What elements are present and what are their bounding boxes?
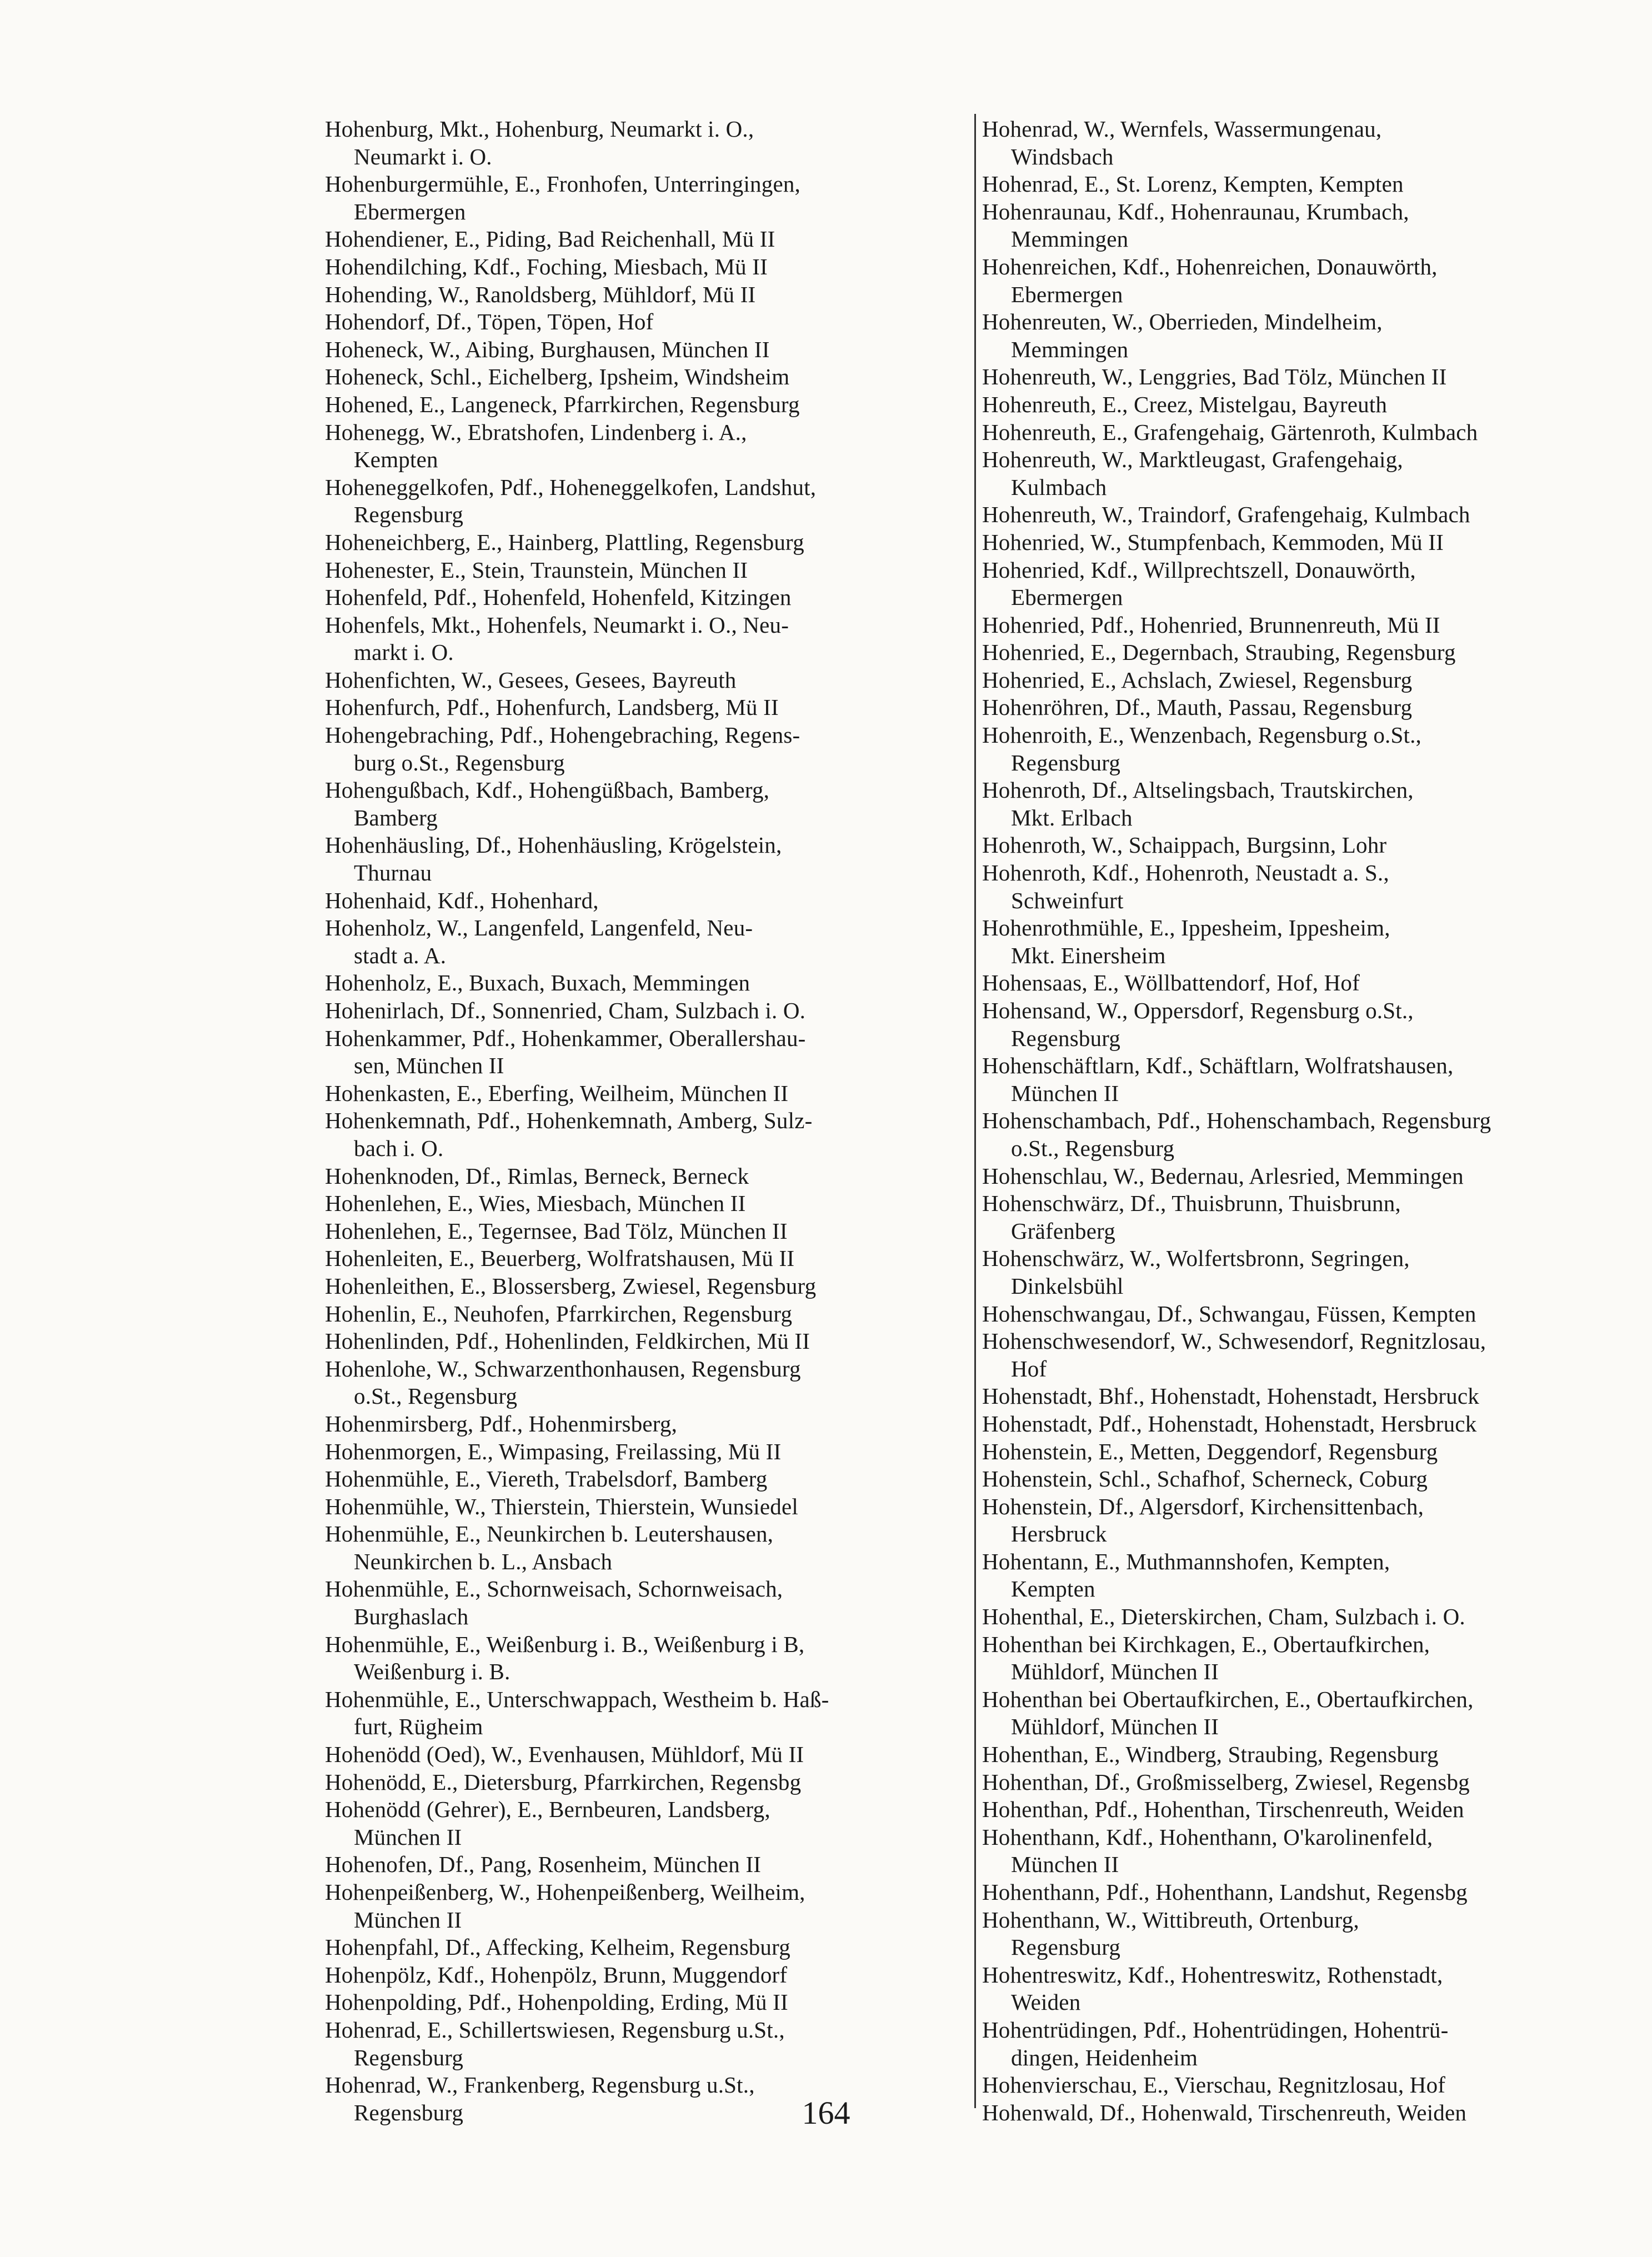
entry-line: Hohenvierschau, E., Vierschau, Regnitzlosau, Hof — [982, 2072, 1446, 2098]
entry-line: Hohenthann, Pdf., Hohenthann, Landshut, Regensbg — [982, 1879, 1468, 1905]
entry-continuation-line: Dinkelsbühl — [1011, 1273, 1124, 1299]
entry-line: Hohenfurch, Pdf., Hohenfurch, Landsberg, Mü II — [325, 694, 779, 720]
entry-line: Hohenmühle, E., Viereth, Trabelsdorf, Bamberg — [325, 1466, 768, 1492]
entry-line: Hohenmühle, W., Thierstein, Thierstein, Wunsiedel — [325, 1493, 798, 1519]
entry-line: Hohenried, Kdf., Willprechtszell, Donauwörth, — [982, 557, 1416, 583]
entry-continuation-line: Mkt. Einersheim — [1011, 942, 1166, 968]
entry-line: Hoheneggelkofen, Pdf., Hoheneggelkofen, Landshut, — [325, 474, 817, 500]
entry-line: Hohengebraching, Pdf., Hohengebraching, Regens- — [325, 722, 800, 748]
gazetteer-entry — [982, 1300, 1626, 1328]
entry-line: Hohentrüdingen, Pdf., Hohentrüdingen, Hohentrü- — [982, 2016, 1449, 2043]
entry-line: Hohenkammer, Pdf., Hohenkammer, Oberallershau- — [325, 1025, 806, 1051]
entry-line: Hohensand, W., Oppersdorf, Regensburg o.St., — [982, 998, 1414, 1023]
gazetteer-entry — [325, 1575, 969, 1630]
entry-line: Hohenknoden, Df., Rimlas, Berneck, Berneck — [325, 1163, 749, 1189]
gazetteer-entry — [325, 1631, 969, 1686]
gazetteer-entry — [982, 639, 1626, 667]
entry-line: Hohenreuten, W., Oberrieden, Mindelheim, — [982, 309, 1383, 335]
gazetteer-entry — [325, 694, 969, 722]
gazetteer-entry — [325, 1410, 969, 1438]
entry-line: Hohenreuth, W., Marktleugast, Grafengehaig, — [982, 447, 1403, 473]
entry-line: Hohenthan, Df., Großmisselberg, Zwiesel, Regensbg — [982, 1769, 1470, 1795]
gazetteer-entry — [325, 419, 969, 474]
gazetteer-entry — [325, 253, 969, 281]
entry-line: Hohenroth, W., Schaippach, Burgsinn, Lohr — [982, 832, 1387, 858]
gazetteer-entry — [982, 969, 1626, 997]
entry-line: Hohenrad, W., Wernfels, Wassermungenau, — [982, 116, 1382, 142]
gazetteer-entry — [982, 1328, 1626, 1383]
entry-continuation-line: o.St., Regensburg — [354, 1383, 518, 1409]
gazetteer-entry — [325, 1355, 969, 1410]
entry-line: Hohenlinden, Pdf., Hohenlinden, Feldkirchen, Mü II — [325, 1328, 810, 1354]
gazetteer-entry — [982, 1383, 1626, 1410]
entry-line: Hohenofen, Df., Pang, Rosenheim, München II — [325, 1851, 762, 1878]
entry-line: Hohenreichen, Kdf., Hohenreichen, Donauwörth, — [982, 253, 1438, 279]
gazetteer-entry — [982, 694, 1626, 722]
entry-line: Hohenpeißenberg, W., Hohenpeißenberg, Weilheim, — [325, 1879, 805, 1905]
gazetteer-entry — [982, 777, 1626, 832]
entry-continuation-line: München II — [354, 1824, 462, 1850]
gazetteer-entry — [982, 1438, 1626, 1466]
gazetteer-entry — [982, 363, 1626, 391]
entry-line: Hohenstadt, Pdf., Hohenstadt, Hohenstadt, Hersbruck — [982, 1410, 1477, 1437]
gazetteer-entry — [325, 1328, 969, 1355]
entry-line: Hohenroth, Kdf., Hohenroth, Neustadt a. S., — [982, 860, 1389, 886]
gazetteer-entry — [325, 584, 969, 612]
entry-continuation-line: Memmingen — [1011, 226, 1129, 252]
entry-line: Hohenrad, W., Frankenberg, Regensburg u.St., — [325, 2072, 755, 2098]
entry-line: Hohenreuth, W., Traindorf, Grafengehaig, Kulmbach — [982, 502, 1470, 528]
gazetteer-entry — [325, 914, 969, 969]
gazetteer-entry — [325, 1686, 969, 1741]
gazetteer-entry — [982, 1906, 1626, 1961]
gazetteer-entry — [982, 832, 1626, 859]
entry-line: Hohenlin, E., Neuhofen, Pfarrkirchen, Regensburg — [325, 1300, 793, 1327]
entry-line: Hohenfeld, Pdf., Hohenfeld, Hohenfeld, Kitzingen — [325, 584, 792, 610]
gazetteer-entry — [982, 198, 1626, 253]
entry-line: Hohenraunau, Kdf., Hohenraunau, Krumbach, — [982, 198, 1409, 224]
entry-continuation-line: München II — [354, 1906, 462, 1933]
entry-line: Hohenhaid, Kdf., Hohenhard, — [325, 887, 599, 913]
entry-continuation-line: Kempten — [354, 447, 438, 473]
gazetteer-entry — [325, 1879, 969, 1934]
entry-line: Hohenthan, E., Windberg, Straubing, Regensburg — [982, 1741, 1439, 1768]
entry-line: Hohenmorgen, E., Wimpasing, Freilassing, Mü II — [325, 1438, 782, 1464]
entry-line: Hohenstein, Df., Algersdorf, Kirchensittenbach, — [982, 1493, 1424, 1519]
entry-continuation-line: sen, München II — [354, 1053, 504, 1079]
entry-line: Hohenreuth, E., Grafengehaig, Gärtenroth, Kulmbach — [982, 419, 1478, 445]
entry-continuation-line: Memmingen — [1011, 336, 1129, 362]
entry-line: Hohenmühle, E., Unterschwappach, Westheim b. Haß- — [325, 1686, 829, 1712]
entry-line: Hohenmühle, E., Schornweisach, Schornweisach, — [325, 1576, 783, 1602]
entry-continuation-line: Mühldorf, München II — [1011, 1714, 1219, 1740]
entry-line: Hohenödd (Gehrer), E., Bernbeuren, Landsberg, — [325, 1796, 770, 1823]
gazetteer-entry — [325, 1741, 969, 1769]
entry-line: Hohenschambach, Pdf., Hohenschambach, Regensburg — [982, 1108, 1491, 1134]
entry-line: Hohenmühle, E., Weißenburg i. B., Weißenburg i B, — [325, 1631, 805, 1657]
gazetteer-entry — [982, 1741, 1626, 1769]
gazetteer-entry — [325, 529, 969, 557]
entry-line: Hohened, E., Langeneck, Pfarrkirchen, Regensburg — [325, 391, 800, 417]
entry-line: Hohenroth, Df., Altselingsbach, Trautskirchen, — [982, 777, 1414, 803]
entry-line: Hoheneck, W., Aibing, Burghausen, München II — [325, 336, 770, 362]
entry-line: Hohenstein, Schl., Schafhof, Scherneck, Coburg — [982, 1466, 1428, 1492]
entry-line: Hohenleithen, E., Blossersberg, Zwiesel, Regensburg — [325, 1273, 817, 1299]
gazetteer-entry — [325, 226, 969, 253]
entry-continuation-line: München II — [1011, 1851, 1119, 1878]
entry-continuation-line: burg o.St., Regensburg — [354, 749, 565, 775]
gazetteer-entry — [325, 722, 969, 777]
entry-line: Hohenödd (Oed), W., Evenhausen, Mühldorf, Mü II — [325, 1741, 804, 1768]
gazetteer-entry — [325, 1769, 969, 1796]
gazetteer-entry — [325, 1025, 969, 1080]
entry-line: Hohenburgermühle, E., Fronhofen, Unterringingen, — [325, 171, 800, 197]
gazetteer-entry — [325, 391, 969, 419]
gazetteer-entry — [982, 308, 1626, 363]
gazetteer-entry — [325, 1493, 969, 1521]
gazetteer-entry — [325, 1989, 969, 2016]
gazetteer-entry — [325, 281, 969, 309]
entry-continuation-line: Windsbach — [1011, 143, 1114, 169]
gazetteer-entry — [325, 777, 969, 832]
entry-continuation-line: Regensburg — [354, 502, 464, 528]
gazetteer-entry — [325, 1273, 969, 1300]
gazetteer-entry — [982, 171, 1626, 198]
entry-continuation-line: furt, Rügheim — [354, 1714, 483, 1740]
entry-continuation-line: Regensburg — [1011, 1025, 1121, 1051]
entry-line: Hohenthann, W., Wittibreuth, Ortenburg, — [982, 1906, 1359, 1933]
gazetteer-entry — [325, 997, 969, 1025]
gazetteer-entry — [982, 1465, 1626, 1493]
left-column — [325, 116, 969, 2126]
entry-continuation-line: markt i. O. — [354, 639, 454, 665]
entry-line: Hohenfels, Mkt., Hohenfels, Neumarkt i. O., Neu- — [325, 612, 789, 638]
gazetteer-entry — [982, 253, 1626, 308]
gazetteer-entry — [982, 1686, 1626, 1741]
gazetteer-entry — [982, 1824, 1626, 1879]
entry-line: Hohenirlach, Df., Sonnenried, Cham, Sulzbach i. O. — [325, 998, 806, 1023]
entry-line: Hohenrad, E., St. Lorenz, Kempten, Kempten — [982, 171, 1404, 197]
entry-continuation-line: Hersbruck — [1011, 1521, 1107, 1547]
entry-line: Hohenkasten, E., Eberfing, Weilheim, München II — [325, 1080, 789, 1106]
entry-continuation-line: Ebermergen — [1011, 281, 1123, 307]
gazetteer-entry — [982, 1245, 1626, 1300]
gazetteer-entry — [325, 1465, 969, 1493]
gazetteer-entry — [982, 667, 1626, 694]
entry-line: Hohenholz, E., Buxach, Buxach, Memmingen — [325, 970, 750, 996]
entry-line: Hohenfichten, W., Gesees, Gesees, Bayreuth — [325, 667, 737, 693]
gazetteer-entry — [982, 1548, 1626, 1603]
entry-line: Hohenroith, E., Wenzenbach, Regensburg o.St., — [982, 722, 1422, 748]
page-number: 164 — [802, 2095, 850, 2131]
gazetteer-entry — [982, 612, 1626, 639]
entry-line: Hohengußbach, Kdf., Hohengüßbach, Bamberg, — [325, 777, 770, 803]
entry-line: Hohenschwärz, W., Wolfertsbronn, Segringen, — [982, 1245, 1410, 1272]
entry-continuation-line: stadt a. A. — [354, 942, 447, 968]
gazetteer-entry — [982, 1631, 1626, 1686]
entry-continuation-line: Mühldorf, München II — [1011, 1659, 1219, 1685]
entry-line: Hohenwald, Df., Hohenwald, Tirschenreuth, Weiden — [982, 2099, 1467, 2125]
entry-continuation-line: Regensburg — [354, 2044, 464, 2070]
entry-line: Hoheneichberg, E., Hainberg, Plattling, Regensburg — [325, 529, 804, 555]
entry-continuation-line: Weiden — [1011, 1989, 1081, 2015]
entry-line: Hohentreswitz, Kdf., Hohentreswitz, Rothenstadt, — [982, 1961, 1443, 1988]
gazetteer-entry — [325, 1190, 969, 1218]
column-divider — [974, 114, 976, 2108]
entry-continuation-line: o.St., Regensburg — [1011, 1135, 1175, 1161]
gazetteer-entry — [325, 474, 969, 529]
gazetteer-entry — [982, 2016, 1626, 2071]
gazetteer-entry — [325, 363, 969, 391]
entry-continuation-line: München II — [1011, 1080, 1119, 1106]
entry-continuation-line: Ebermergen — [354, 198, 466, 224]
gazetteer-entry — [982, 419, 1626, 447]
entry-continuation-line: Weißenburg i. B. — [354, 1659, 510, 1685]
gazetteer-entry — [325, 1961, 969, 1989]
gazetteer-entry — [325, 1300, 969, 1328]
gazetteer-entry — [325, 1163, 969, 1190]
entry-line: Hohenholz, W., Langenfeld, Langenfeld, Neu- — [325, 915, 753, 941]
entry-line: Hohenleiten, E., Beuerberg, Wolfratshausen, Mü II — [325, 1245, 795, 1272]
gazetteer-entry — [982, 859, 1626, 914]
entry-line: Hohenried, W., Stumpfenbach, Kemmoden, Mü II — [982, 529, 1444, 555]
entry-line: Hohenpfahl, Df., Affecking, Kelheim, Regensburg — [325, 1934, 790, 1960]
gazetteer-entry — [325, 2016, 969, 2071]
entry-line: Hohenthan, Pdf., Hohenthan, Tirschenreuth, Weiden — [982, 1796, 1464, 1823]
entry-continuation-line: Neumarkt i. O. — [354, 143, 492, 169]
entry-continuation-line: Kempten — [1011, 1576, 1095, 1602]
entry-line: Hohenthan bei Kirchkagen, E., Obertaufkirchen, — [982, 1631, 1430, 1657]
gazetteer-entry — [325, 1080, 969, 1108]
gazetteer-entry — [325, 612, 969, 667]
entry-line: Hohenthan bei Obertaufkirchen, E., Obertaufkirchen, — [982, 1686, 1474, 1712]
entry-continuation-line: Kulmbach — [1011, 474, 1107, 500]
gazetteer-entry — [325, 1520, 969, 1575]
gazetteer-entry — [982, 1961, 1626, 2016]
gazetteer-entry — [325, 171, 969, 226]
gazetteer-entry — [325, 1796, 969, 1851]
gazetteer-entry — [982, 1769, 1626, 1796]
gazetteer-entry — [982, 914, 1626, 969]
entry-continuation-line: Neunkirchen b. L., Ansbach — [354, 1548, 613, 1574]
entry-line: Hohenrad, E., Schillertswiesen, Regensburg u.St., — [325, 2016, 785, 2043]
entry-line: Hohenreuth, W., Lenggries, Bad Tölz, München II — [982, 364, 1447, 390]
gazetteer-entry — [982, 1879, 1626, 1906]
gazetteer-entry — [325, 1934, 969, 1961]
gazetteer-entry — [325, 1107, 969, 1162]
gazetteer-entry — [982, 1107, 1626, 1162]
entry-continuation-line: Regensburg — [1011, 749, 1121, 775]
gazetteer-entry — [982, 722, 1626, 777]
gazetteer-entry — [325, 1438, 969, 1466]
entry-line: Hohenschwesendorf, W., Schwesendorf, Regnitzlosau, — [982, 1328, 1486, 1354]
entry-line: Hohenröhren, Df., Mauth, Passau, Regensburg — [982, 694, 1413, 720]
entry-continuation-line: Regensburg — [1011, 1934, 1121, 1960]
gazetteer-entry — [982, 557, 1626, 612]
entry-continuation-line: Burghaslach — [354, 1604, 469, 1630]
entry-line: Hohenpölz, Kdf., Hohenpölz, Brunn, Muggendorf — [325, 1961, 788, 1988]
gazetteer-entry — [325, 116, 969, 171]
gazetteer-entry — [982, 501, 1626, 529]
entry-line: Hohendiener, E., Piding, Bad Reichenhall, Mü II — [325, 226, 775, 252]
entry-line: Hohenmirsberg, Pdf., Hohenmirsberg, — [325, 1410, 678, 1437]
entry-line: Hohenmühle, E., Neunkirchen b. Leutershausen, — [325, 1521, 774, 1547]
gazetteer-entry — [325, 887, 969, 915]
entry-continuation-line: dingen, Heidenheim — [1011, 2044, 1198, 2070]
gazetteer-entry — [982, 1163, 1626, 1190]
entry-line: Hohenhäusling, Df., Hohenhäusling, Krögelstein, — [325, 832, 782, 858]
entry-line: Hohenlohe, W., Schwarzenthonhausen, Regensburg — [325, 1355, 801, 1382]
entry-line: Hohenester, E., Stein, Traunstein, München II — [325, 557, 748, 583]
entry-continuation-line: Mkt. Erlbach — [1011, 804, 1133, 830]
entry-line: Hohenegg, W., Ebratshofen, Lindenberg i. A., — [325, 419, 747, 445]
gazetteer-entry — [325, 667, 969, 694]
entry-continuation-line: bach i. O. — [354, 1135, 444, 1161]
gazetteer-entry — [982, 1052, 1626, 1107]
entry-line: Hohenschwangau, Df., Schwangau, Füssen, Kempten — [982, 1300, 1476, 1327]
gazetteer-entry — [325, 1851, 969, 1879]
entry-continuation-line: Regensburg — [354, 2099, 464, 2125]
entry-continuation-line: Bamberg — [354, 804, 438, 830]
entry-line: Hohending, W., Ranoldsberg, Mühldorf, Mü II — [325, 281, 756, 307]
gazetteer-entry — [325, 308, 969, 336]
gazetteer-entry — [325, 832, 969, 887]
gazetteer-entry — [325, 969, 969, 997]
entry-line: Hohenthal, E., Dieterskirchen, Cham, Sulzbach i. O. — [982, 1604, 1465, 1630]
entry-line: Hohenschlau, W., Bedernau, Arlesried, Memmingen — [982, 1163, 1464, 1189]
entry-continuation-line: Schweinfurt — [1011, 887, 1124, 913]
entry-line: Hohenthann, Kdf., Hohenthann, O'karolinenfeld, — [982, 1824, 1433, 1850]
gazetteer-entry — [325, 1218, 969, 1245]
gazetteer-entry — [982, 1493, 1626, 1548]
entry-line: Hohenburg, Mkt., Hohenburg, Neumarkt i. O., — [325, 116, 754, 142]
entry-line: Hohenödd, E., Dietersburg, Pfarrkirchen, Regensbg — [325, 1769, 802, 1795]
gazetteer-entry — [982, 446, 1626, 501]
gazetteer-entry — [982, 1410, 1626, 1438]
entry-continuation-line: Thurnau — [354, 860, 432, 886]
gazetteer-entry — [982, 529, 1626, 557]
entry-line: Hohenlehen, E., Wies, Miesbach, München II — [325, 1190, 746, 1217]
gazetteer-entry — [982, 391, 1626, 419]
gazetteer-entry — [982, 1603, 1626, 1631]
entry-line: Hohentann, E., Muthmannshofen, Kempten, — [982, 1548, 1390, 1574]
gazetteer-entry — [325, 336, 969, 364]
entry-continuation-line: Gräfenberg — [1011, 1218, 1115, 1244]
gazetteer-entry — [982, 116, 1626, 171]
entry-line: Hohenried, E., Degernbach, Straubing, Regensburg — [982, 639, 1456, 665]
entry-line: Hohenpolding, Pdf., Hohenpolding, Erding, Mü II — [325, 1989, 788, 2015]
entry-line: Hohenschwärz, Df., Thuisbrunn, Thuisbrunn, — [982, 1190, 1401, 1217]
entry-line: Hohenstein, E., Metten, Deggendorf, Regensburg — [982, 1438, 1438, 1464]
entry-line: Hohenlehen, E., Tegernsee, Bad Tölz, München II — [325, 1218, 788, 1244]
gazetteer-entry — [982, 997, 1626, 1052]
right-column — [982, 116, 1626, 2126]
gazetteer-entry — [982, 1190, 1626, 1245]
entry-line: Hohendorf, Df., Töpen, Töpen, Hof — [325, 309, 654, 335]
entry-line: Hohensaas, E., Wöllbattendorf, Hof, Hof — [982, 970, 1360, 996]
gazetteer-entry — [325, 1245, 969, 1273]
entry-line: Hohenstadt, Bhf., Hohenstadt, Hohenstadt, Hersbruck — [982, 1383, 1479, 1409]
gazetteer-entry — [325, 557, 969, 584]
entry-line: Hohenried, Pdf., Hohenried, Brunnenreuth, Mü II — [982, 612, 1440, 638]
entry-line: Hohenrothmühle, E., Ippesheim, Ippesheim, — [982, 915, 1390, 941]
entry-line: Hohendilching, Kdf., Foching, Miesbach, Mü II — [325, 253, 768, 279]
entry-continuation-line: Ebermergen — [1011, 584, 1123, 610]
entry-line: Hohenschäftlarn, Kdf., Schäftlarn, Wolfratshausen, — [982, 1053, 1454, 1079]
entry-line: Hohenreuth, E., Creez, Mistelgau, Bayreuth — [982, 391, 1388, 417]
entry-line: Hoheneck, Schl., Eichelberg, Ipsheim, Windsheim — [325, 364, 790, 390]
entry-line: Hohenkemnath, Pdf., Hohenkemnath, Amberg, Sulz- — [325, 1108, 813, 1134]
entry-continuation-line: Hof — [1011, 1355, 1047, 1382]
entry-line: Hohenried, E., Achslach, Zwiesel, Regensburg — [982, 667, 1413, 693]
gazetteer-entry — [982, 1796, 1626, 1824]
